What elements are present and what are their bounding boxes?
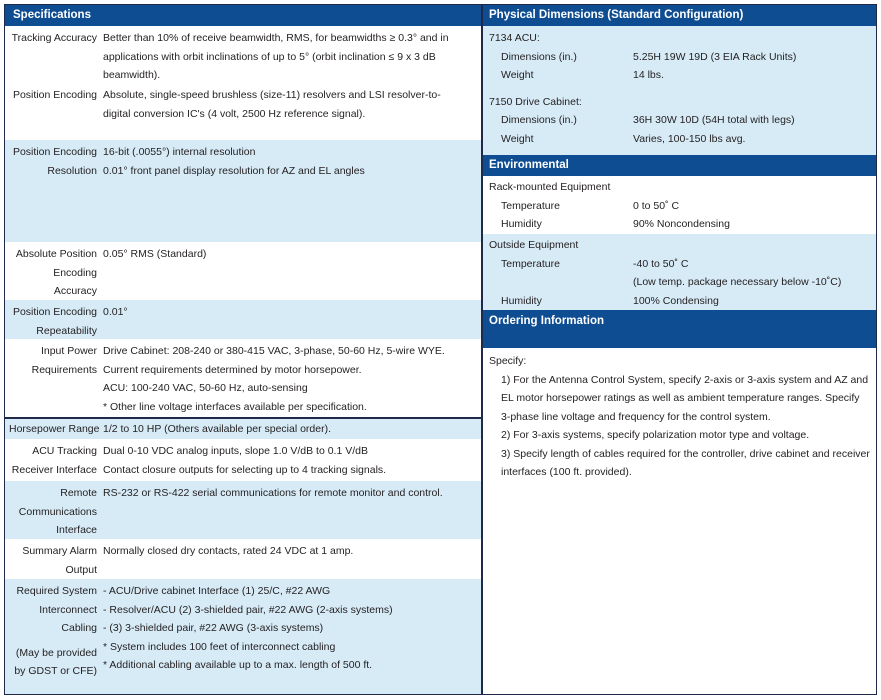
spec-value: Dual 0-10 VDC analog inputs, slope 1.0 V/dB to 0.1 V/dB Contact closure outputs for selecting up to 4 tracking signals. xyxy=(103,445,387,476)
ordering-information-text: Specify: 1) For the Antenna Control System, specify 2-axis or 3-axis system and AZ and EL motor horsepower ratings as well as ambient temperature ranges. Specify 3-phase line voltage and frequency for the control system. 2) For 3-axis systems, specify polarization motor type and voltage. 3) Specify length of cables required for the controller, drive cabinet and receiver interfaces (100 ft. provided). xyxy=(489,355,870,478)
spec-value: Drive Cabinet: 208-240 or 380-415 VAC, 3-phase, 50-60 Hz, 5-wire WYE. Current requirements determined by motor horsepower. ACU: 100-240 VAC, 50-60 Hz, auto-sensing * Other line voltage interfaces available per specification. xyxy=(103,345,445,413)
spec-value: Better than 10% of receive beamwidth, RMS, for beamwidths ≥ 0.3° and in applications with orbit inclinations of up to 5° (orbit inclination ≤ 9 x 3 dB beamwidth). xyxy=(103,32,449,81)
spec-row-position-encoding xyxy=(5,83,481,140)
physical-dimensions-header: Physical Dimensions (Standard Configuration) xyxy=(483,5,876,26)
outside-name-row: Outside Equipment xyxy=(489,239,579,251)
acu-weight-row: Weight 14 lbs. xyxy=(501,69,664,81)
spec-row-encoding-resolution xyxy=(5,140,481,242)
spec-value: Absolute, single-speed brushless (size-11) resolvers and LSI resolver-to- digital conversion IC's (4 volt, 2500 Hz reference signal). xyxy=(103,89,441,120)
spec-row-repeatability xyxy=(5,300,481,339)
spec-value: RS-232 or RS-422 serial communications for remote monitor and control. xyxy=(103,487,443,499)
spec-value: Normally closed dry contacts, rated 24 VDC at 1 amp. xyxy=(103,545,354,557)
spec-label: Horsepower Range xyxy=(9,423,100,435)
spec-row-horsepower xyxy=(5,419,481,439)
outside-humidity-row: Humidity 100% Condensing xyxy=(501,294,719,307)
ordering-information-header: Ordering Information xyxy=(483,310,876,348)
cabinet-weight-row: Weight Varies, 100-150 lbs avg. xyxy=(501,132,746,145)
spec-value: - ACU/Drive cabinet Interface (1) 25/C, #22 AWG - Resolver/ACU (2) 3-shielded pair, #22 AWG (2-axis systems) - (3) 3-shielded pair, #22 AWG (3-axis systems) * System includes 100 feet of interconnect cabling * Additional cabling available up to a max. length of 500 ft. xyxy=(103,585,393,671)
environmental-header: Environmental xyxy=(483,155,876,176)
spec-label: Position Encoding Repeatability xyxy=(12,306,97,337)
spec-row-tracking-accuracy xyxy=(5,26,481,83)
spec-row-tracking-receiver xyxy=(5,439,481,481)
rack-temperature-row: Temperature 0 to 50˚ C xyxy=(501,199,680,212)
spec-value: 0.01° xyxy=(103,306,128,318)
spec-label: Position Encoding Resolution xyxy=(12,146,97,177)
rack-name-row: Rack-mounted Equipment xyxy=(489,181,611,193)
outside-temperature-row: Temperature -40 to 50˚ C xyxy=(501,257,689,270)
cabinet-dimensions-row: Dimensions (in.) 36H 30W 10D (54H total with legs) xyxy=(501,114,795,126)
specifications-header: Specifications xyxy=(5,5,481,26)
outside-temperature-note-row: (Low temp. package necessary below -10˚C) xyxy=(633,276,842,288)
spec-row-absolute-accuracy xyxy=(5,242,481,300)
outside-equipment-block xyxy=(483,234,876,310)
rack-equipment-block xyxy=(483,176,876,234)
spec-value: 16-bit (.0055°) internal resolution 0.01° front panel display resolution for AZ and EL angles xyxy=(103,146,365,177)
right-panel xyxy=(482,4,877,695)
cabinet-name-row: 7150 Drive Cabinet: xyxy=(489,95,582,108)
spec-row-input-power xyxy=(5,339,481,419)
spec-value: 1/2 to 10 HP (Others available per special order). xyxy=(103,423,332,435)
spec-row-remote-comms xyxy=(5,481,481,539)
spec-label: Input Power Requirements xyxy=(31,345,97,376)
spec-value: 0.05° RMS (Standard) xyxy=(103,248,207,260)
spec-label: Remote Communications Interface xyxy=(18,487,97,536)
physical-dimensions-block xyxy=(483,26,876,155)
spec-label: Summary Alarm Output xyxy=(22,545,97,576)
spec-label: Absolute Position Encoding Accuracy xyxy=(15,248,97,297)
spec-label: Required System Interconnect Cabling (May be provided by GDST or CFE) xyxy=(14,585,97,677)
spec-row-interconnect-cabling xyxy=(5,579,481,694)
spec-label: Tracking Accuracy xyxy=(11,32,97,44)
rack-humidity-row: Humidity 90% Noncondensing xyxy=(501,218,730,230)
spec-label: ACU Tracking Receiver Interface xyxy=(11,445,97,476)
spec-row-summary-alarm xyxy=(5,539,481,579)
specifications-panel xyxy=(4,4,482,695)
acu-dimensions-row: Dimensions (in.) 5.25H 19W 19D (3 EIA Rack Units) xyxy=(501,50,797,63)
acu-name-row: 7134 ACU: xyxy=(489,32,540,44)
spec-label: Position Encoding xyxy=(12,89,97,101)
